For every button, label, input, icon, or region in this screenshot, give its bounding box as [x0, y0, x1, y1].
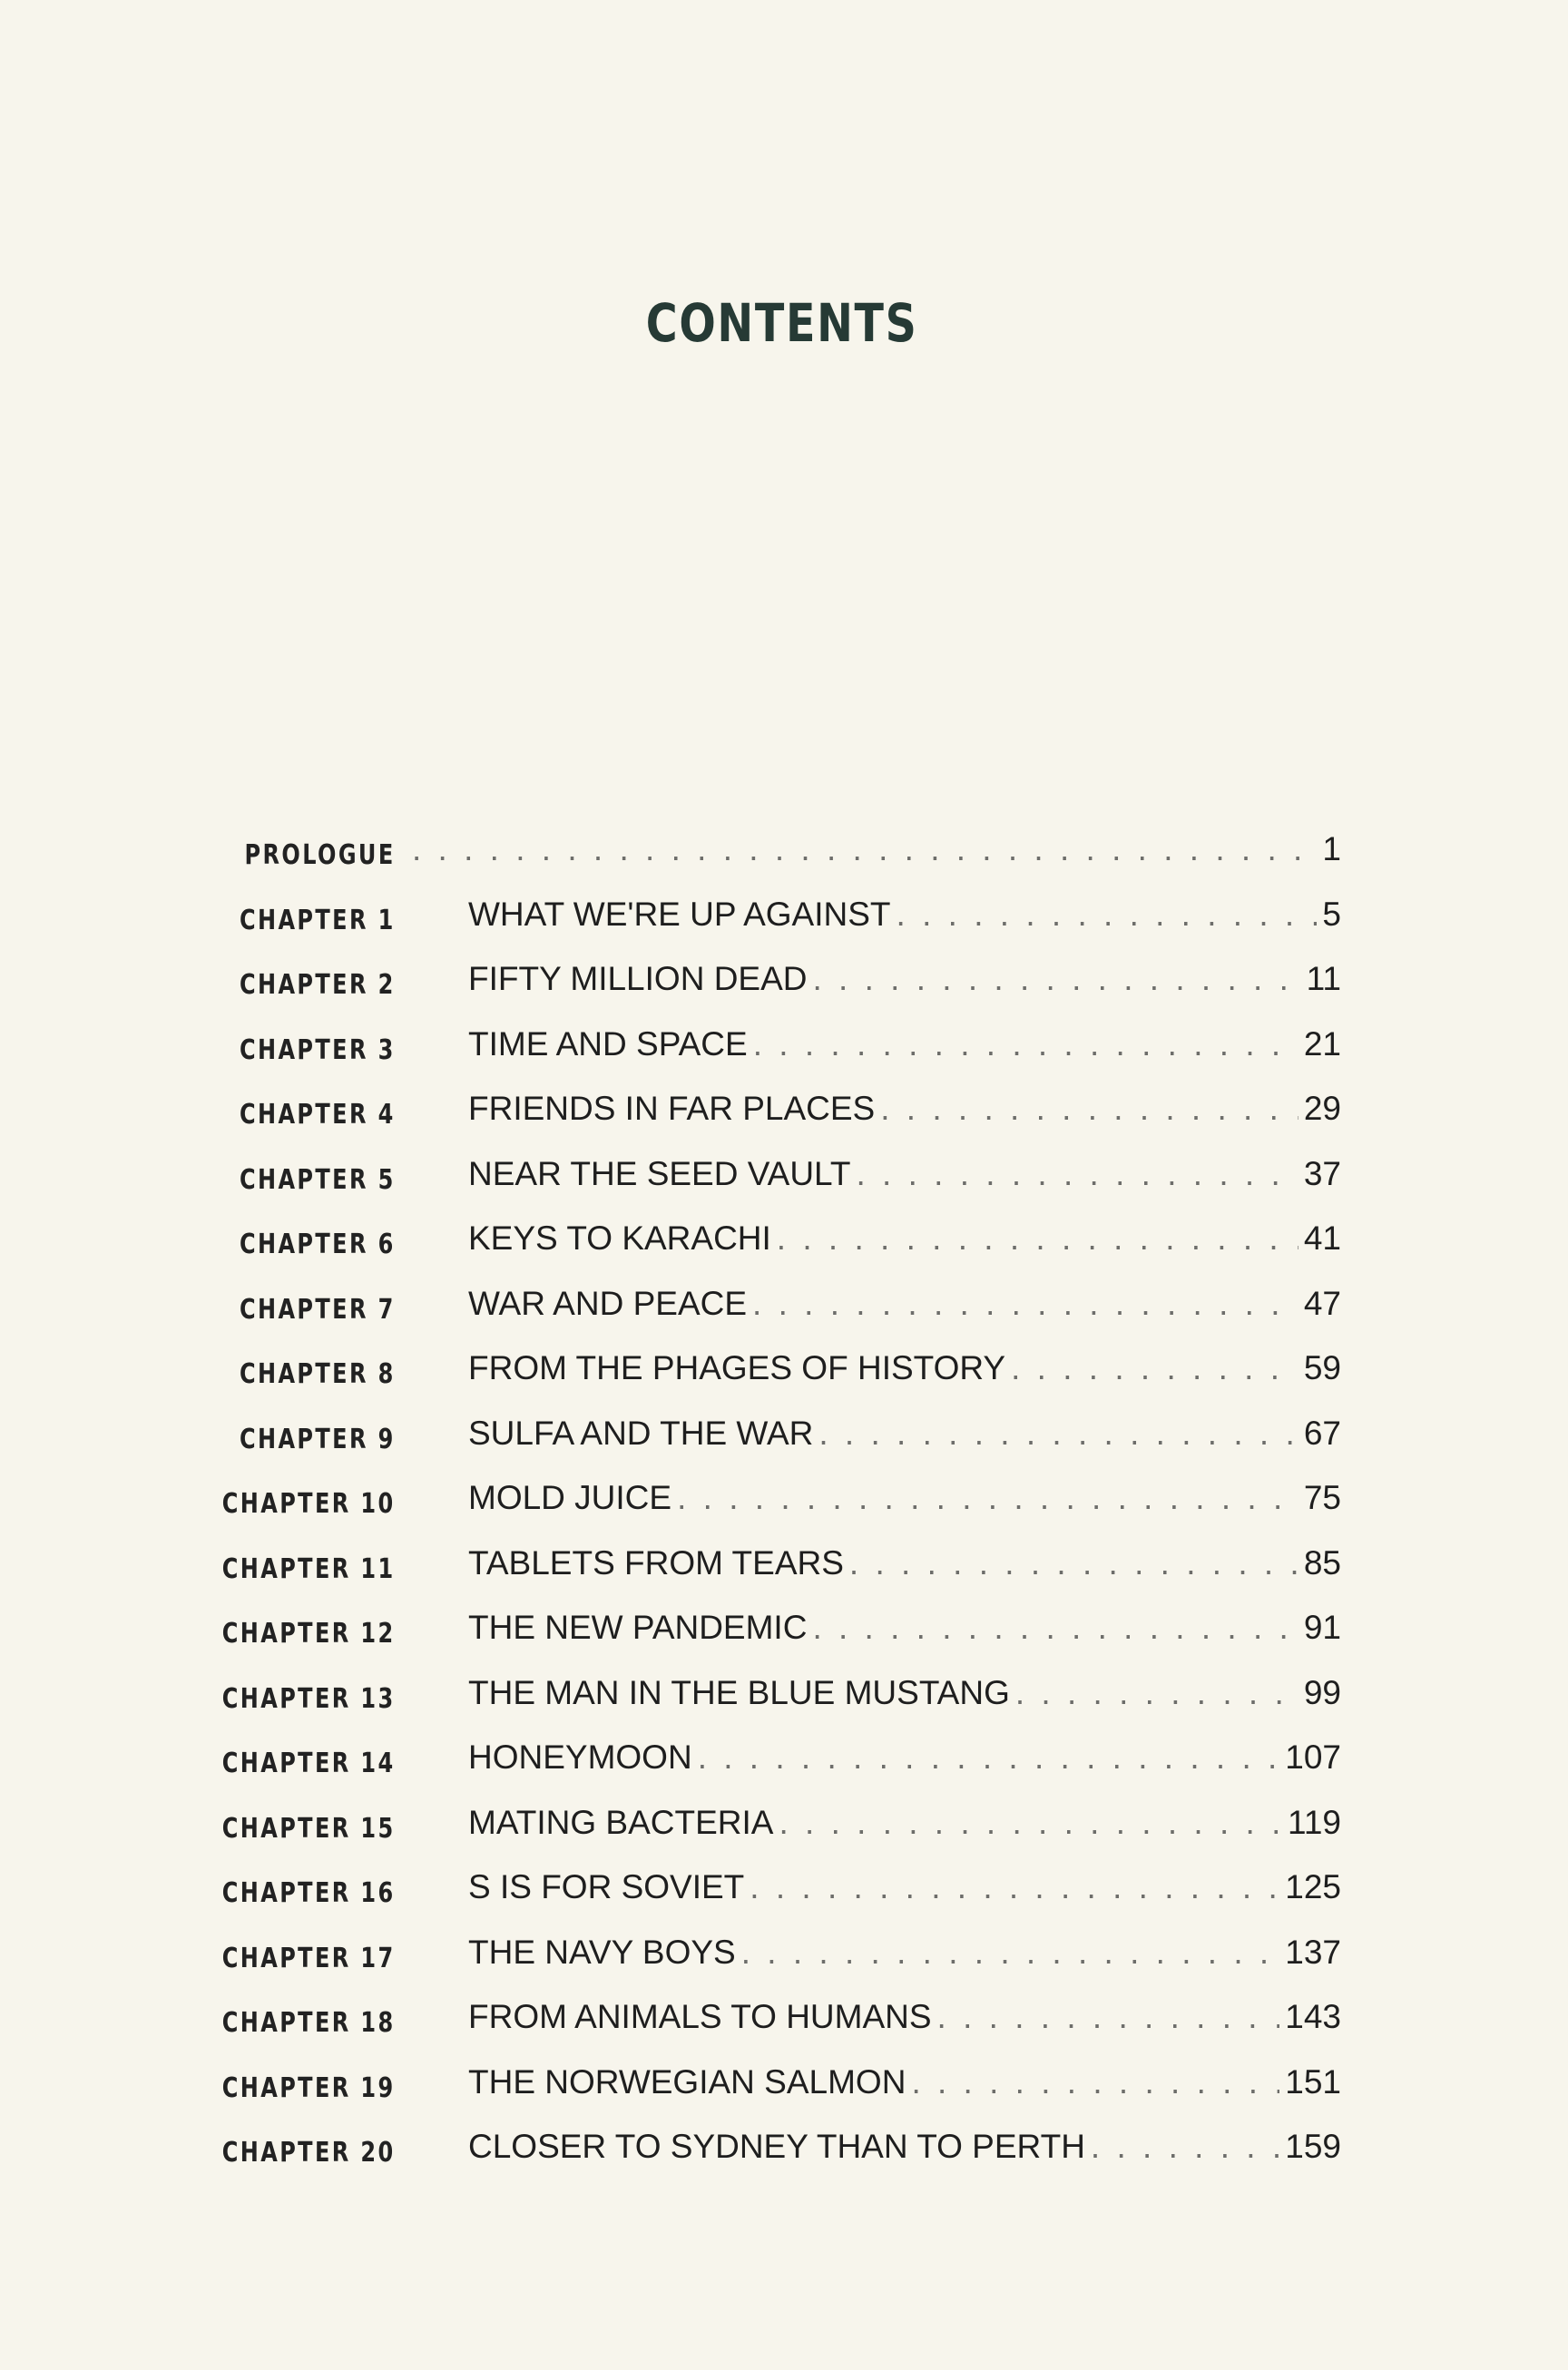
page-number: 5 [1322, 896, 1341, 933]
dot-leader [750, 1868, 1279, 1906]
toc-row [0, 1804, 1568, 1858]
dot-leader [698, 1738, 1280, 1777]
page-number: 47 [1303, 1285, 1341, 1322]
chapter-entry [468, 1998, 1341, 2036]
chapter-label: CHAPTER 10 [222, 1488, 396, 1520]
chapter-title: MATING BACTERIA [468, 1804, 774, 1841]
toc-row [0, 1544, 1568, 1599]
page-number: 67 [1303, 1415, 1341, 1452]
chapter-title: WHAT WE'RE UP AGAINST [468, 896, 891, 933]
toc-row [0, 1155, 1568, 1209]
chapter-title: THE NORWEGIAN SALMON [468, 2063, 906, 2101]
chapter-entry [468, 1090, 1341, 1128]
chapter-title: S IS FOR SOVIET [468, 1868, 745, 1905]
chapter-entry [468, 1025, 1341, 1063]
chapter-title: NEAR THE SEED VAULT [468, 1155, 851, 1192]
chapter-label: CHAPTER 13 [222, 1683, 396, 1715]
dot-leader [677, 1479, 1298, 1517]
dot-leader [741, 1934, 1280, 1972]
chapter-label: CHAPTER 19 [222, 2072, 396, 2104]
chapter-title: TIME AND SPACE [468, 1025, 748, 1063]
chapter-label: CHAPTER 14 [222, 1748, 396, 1779]
chapter-label: CHAPTER 20 [222, 2137, 396, 2169]
chapter-label: CHAPTER 17 [222, 1943, 396, 1974]
toc-row [0, 1025, 1568, 1080]
chapter-label: CHAPTER 6 [240, 1229, 396, 1260]
chapter-title: THE NAVY BOYS [468, 1934, 736, 1971]
chapter-title: FIFTY MILLION DEAD [468, 960, 808, 997]
chapter-title: CLOSER TO SYDNEY THAN TO PERTH [468, 2128, 1085, 2165]
dot-leader [1091, 2128, 1279, 2166]
page-number: 37 [1303, 1155, 1341, 1192]
chapter-entry [468, 1415, 1341, 1453]
dot-leader [812, 1609, 1298, 1647]
chapter-label: CHAPTER 7 [240, 1294, 396, 1326]
chapter-entry [468, 1674, 1341, 1712]
chapter-title: THE NEW PANDEMIC [468, 1609, 808, 1646]
toc-row [0, 2063, 1568, 2118]
dot-leader [813, 960, 1301, 998]
toc-row [0, 1738, 1568, 1793]
chapter-entry [468, 1219, 1341, 1258]
chapter-label: CHAPTER 18 [222, 2007, 396, 2039]
page-number: 41 [1303, 1219, 1341, 1257]
page-number: 119 [1288, 1804, 1341, 1841]
dot-leader [1011, 1349, 1298, 1387]
toc-row [0, 1479, 1568, 1533]
chapter-entry [468, 1285, 1341, 1323]
chapter-label: CHAPTER 4 [240, 1099, 396, 1131]
prologue-label: PROLOGUE [244, 839, 396, 871]
chapter-label: CHAPTER 9 [240, 1424, 396, 1455]
page-number: 1 [1322, 830, 1341, 867]
dot-leader [897, 896, 1318, 934]
page-number: 137 [1285, 1934, 1341, 1971]
chapter-label: CHAPTER 5 [240, 1164, 396, 1196]
toc-row [0, 1868, 1568, 1923]
page-number: 99 [1303, 1674, 1341, 1711]
toc-row [0, 1609, 1568, 1663]
chapter-entry [468, 960, 1341, 998]
dot-leader [911, 2063, 1279, 2101]
page-number: 21 [1303, 1025, 1341, 1063]
chapter-entry [468, 1155, 1341, 1193]
chapter-title: WAR AND PEACE [468, 1285, 748, 1322]
page-number: 11 [1306, 960, 1341, 997]
dot-leader [779, 1804, 1282, 1842]
chapter-title: TABLETS FROM TEARS [468, 1544, 844, 1582]
dot-leader [857, 1155, 1298, 1193]
toc-row-prologue [0, 830, 1568, 885]
chapter-label: CHAPTER 16 [222, 1877, 396, 1909]
chapter-label: CHAPTER 11 [222, 1553, 396, 1585]
page-number: 159 [1285, 2128, 1341, 2165]
chapter-title: FROM THE PHAGES OF HISTORY [468, 1349, 1006, 1386]
chapter-title: SULFA AND THE WAR [468, 1415, 814, 1452]
page-number: 75 [1303, 1479, 1341, 1516]
toc-row [0, 896, 1568, 950]
toc-row [0, 1219, 1568, 1274]
chapter-label: CHAPTER 3 [240, 1034, 396, 1066]
page-number: 151 [1285, 2063, 1341, 2101]
dot-leader [1015, 1674, 1298, 1712]
toc-row [0, 1415, 1568, 1469]
chapter-label: CHAPTER 15 [222, 1813, 396, 1845]
chapter-label: CHAPTER 2 [240, 969, 396, 1001]
page-number: 91 [1303, 1609, 1341, 1646]
page-number: 59 [1303, 1349, 1341, 1386]
chapter-entry [468, 1934, 1341, 1972]
dot-leader [777, 1219, 1298, 1258]
chapter-label: CHAPTER 1 [240, 905, 396, 936]
toc-row [0, 1934, 1568, 1988]
page-title: CONTENTS [645, 292, 918, 354]
toc-row [0, 960, 1568, 1014]
page-number: 29 [1303, 1090, 1341, 1127]
chapter-entry [468, 1479, 1341, 1517]
chapter-label: CHAPTER 8 [240, 1358, 396, 1390]
page-number: 85 [1303, 1544, 1341, 1582]
dot-leader [752, 1285, 1298, 1323]
chapter-entry [468, 1868, 1341, 1906]
chapter-entry [468, 1738, 1341, 1777]
chapter-title: FRIENDS IN FAR PLACES [468, 1090, 876, 1127]
toc-row [0, 1349, 1568, 1404]
toc-row [0, 1998, 1568, 2052]
chapter-entry [468, 2063, 1341, 2101]
dot-leader [818, 1415, 1298, 1453]
page-number: 107 [1285, 1738, 1341, 1776]
chapter-title: THE MAN IN THE BLUE MUSTANG [468, 1674, 1010, 1711]
page-number: 125 [1285, 1868, 1341, 1905]
chapter-title: MOLD JUICE [468, 1479, 672, 1516]
chapter-title: KEYS TO KARACHI [468, 1219, 771, 1257]
chapter-entry [468, 1349, 1341, 1387]
chapter-title: FROM ANIMALS TO HUMANS [468, 1998, 932, 2035]
prologue-entry [407, 830, 1341, 868]
dot-leader [937, 1998, 1280, 2036]
dot-leader [753, 1025, 1298, 1063]
chapter-entry [468, 1804, 1341, 1842]
chapter-label: CHAPTER 12 [222, 1618, 396, 1650]
toc-row [0, 1674, 1568, 1729]
dot-leader [849, 1544, 1298, 1582]
chapter-entry [468, 2128, 1341, 2166]
chapter-entry [468, 896, 1341, 934]
chapter-entry [468, 1609, 1341, 1647]
chapter-title: HONEYMOON [468, 1738, 692, 1776]
page-number: 143 [1285, 1998, 1341, 2035]
toc-row [0, 2128, 1568, 2182]
dot-leader [880, 1090, 1298, 1128]
toc-row [0, 1285, 1568, 1339]
dot-leader [412, 830, 1317, 868]
chapter-entry [468, 1544, 1341, 1582]
toc-row [0, 1090, 1568, 1144]
